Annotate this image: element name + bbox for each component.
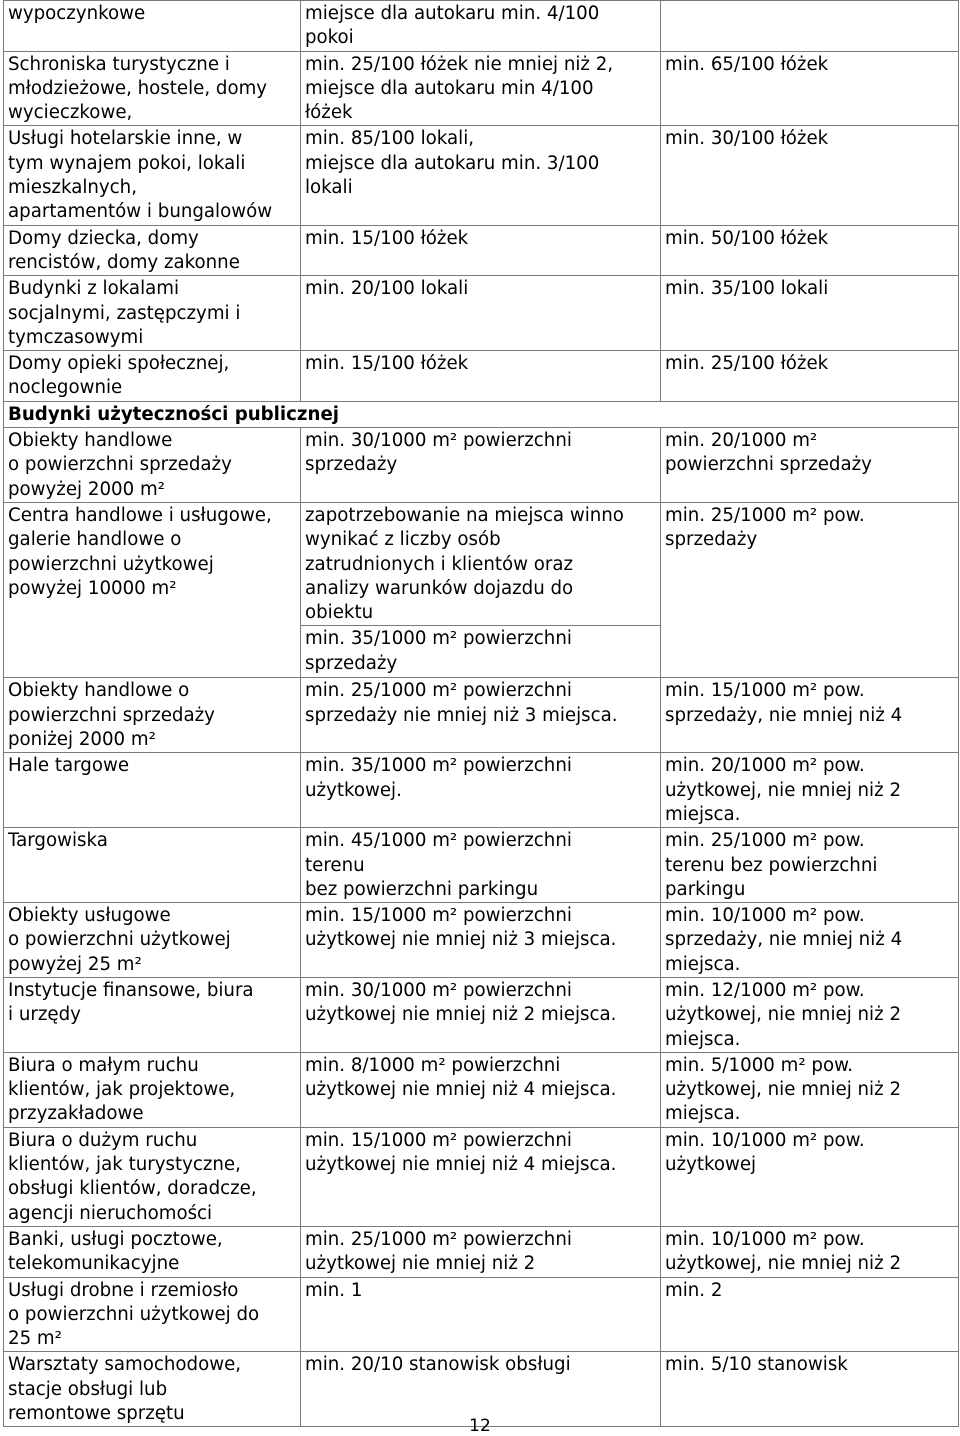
building-type-cell: Warsztaty samochodowe, stacje obsługi lub remontowe sprzętu <box>4 1352 301 1427</box>
building-type-cell: Schroniska turystyczne i młodzieżowe, hostele, domy wycieczkowe, <box>4 51 301 126</box>
min-parking-cell: min. 15/1000 m² powierzchni użytkowej nie mniej niż 4 miejsca. <box>301 1127 661 1226</box>
min-parking-cell: zapotrzebowanie na miejsca winno wynikać z liczby osób zatrudnionych i klientów oraz analizy warunków dojazdu do obiektu <box>301 502 661 625</box>
building-type-cell: Centra handlowe i usługowe, galerie handlowe o powierzchni użytkowej powyżej 10000 m² <box>4 502 301 677</box>
bike-parking-cell: min. 30/100 łóżek <box>661 126 959 225</box>
building-type-cell: Banki, usługi pocztowe, telekomunikacyjne <box>4 1226 301 1277</box>
min-parking-cell: min. 30/1000 m² powierzchni sprzedaży <box>301 428 661 503</box>
table-row <box>4 678 959 753</box>
table-row <box>4 126 959 225</box>
bike-parking-cell: min. 25/1000 m² pow. terenu bez powierzchni parkingu <box>661 828 959 903</box>
min-parking-cell: min. 1 <box>301 1277 661 1352</box>
bike-parking-cell: min. 12/1000 m² pow. użytkowej, nie mniej niż 2 miejsca. <box>661 977 959 1052</box>
section-header: Budynki użyteczności publicznej <box>4 401 959 427</box>
building-type-cell: Biura o dużym ruchu klientów, jak turystyczne, obsługi klientów, doradcze, agencji nieruchomości <box>4 1127 301 1226</box>
table-row <box>4 1127 959 1226</box>
bike-parking-cell: min. 25/100 łóżek <box>661 351 959 402</box>
min-parking-cell: min. 15/100 łóżek <box>301 225 661 276</box>
building-type-cell: Targowiska <box>4 828 301 903</box>
min-parking-cell: min. 20/10 stanowisk obsługi <box>301 1352 661 1427</box>
min-parking-cell: min. 8/1000 m² powierzchni użytkowej nie mniej niż 4 miejsca. <box>301 1052 661 1127</box>
min-parking-cell: min. 15/100 łóżek <box>301 351 661 402</box>
min-parking-cell: min. 85/100 lokali, miejsce dla autokaru min. 3/100 lokali <box>301 126 661 225</box>
table-row <box>4 1 959 52</box>
building-type-cell: Budynki z lokalami socjalnymi, zastępczymi i tymczasowymi <box>4 276 301 351</box>
min-parking-cell: miejsce dla autokaru min. 4/100 pokoi <box>301 1 661 52</box>
building-type-cell: Domy opieki społecznej, noclegownie <box>4 351 301 402</box>
bike-parking-cell: min. 10/1000 m² pow. użytkowej, nie mniej niż 2 <box>661 1226 959 1277</box>
bike-parking-cell: min. 20/1000 m² powierzchni sprzedaży <box>661 428 959 503</box>
page-number: 12 <box>469 1416 491 1436</box>
bike-parking-cell: min. 2 <box>661 1277 959 1352</box>
min-parking-cell: min. 15/1000 m² powierzchni użytkowej nie mniej niż 3 miejsca. <box>301 903 661 978</box>
bike-parking-cell: min. 5/10 stanowisk <box>661 1352 959 1427</box>
bike-parking-cell: min. 20/1000 m² pow. użytkowej, nie mniej niż 2 miejsca. <box>661 753 959 828</box>
bike-parking-cell: min. 50/100 łóżek <box>661 225 959 276</box>
building-type-cell: Obiekty handlowe o powierzchni sprzedaży powyżej 2000 m² <box>4 428 301 503</box>
table-row <box>4 502 959 625</box>
bike-parking-cell: min. 5/1000 m² pow. użytkowej, nie mniej niż 2 miejsca. <box>661 1052 959 1127</box>
building-type-cell: Instytucje finansowe, biura i urzędy <box>4 977 301 1052</box>
table-row <box>4 1277 959 1352</box>
table-row <box>4 351 959 402</box>
building-type-cell: Usługi drobne i rzemiosło o powierzchni użytkowej do 25 m² <box>4 1277 301 1352</box>
bike-parking-cell: min. 35/100 lokali <box>661 276 959 351</box>
building-type-cell: wypoczynkowe <box>4 1 301 52</box>
min-parking-cell: min. 30/1000 m² powierzchni użytkowej nie mniej niż 2 miejsca. <box>301 977 661 1052</box>
min-parking-cell: min. 35/1000 m² powierzchni użytkowej. <box>301 753 661 828</box>
table-row <box>4 225 959 276</box>
min-parking-cell: min. 45/1000 m² powierzchni terenu bez powierzchni parkingu <box>301 828 661 903</box>
table-row <box>4 903 959 978</box>
bike-parking-cell: min. 10/1000 m² pow. użytkowej <box>661 1127 959 1226</box>
building-type-cell: Obiekty handlowe o powierzchni sprzedaży poniżej 2000 m² <box>4 678 301 753</box>
bike-parking-cell <box>661 1 959 52</box>
table-row <box>4 276 959 351</box>
table-row <box>4 51 959 126</box>
building-type-cell: Hale targowe <box>4 753 301 828</box>
table-row <box>4 977 959 1052</box>
building-type-cell: Obiekty usługowe o powierzchni użytkowej powyżej 25 m² <box>4 903 301 978</box>
building-type-cell: Biura o małym ruchu klientów, jak projektowe, przyzakładowe <box>4 1052 301 1127</box>
min-parking-cell: min. 25/1000 m² powierzchni sprzedaży nie mniej niż 3 miejsca. <box>301 678 661 753</box>
section-header-row <box>4 401 959 427</box>
parking-requirements-table <box>3 0 959 1427</box>
bike-parking-cell: min. 10/1000 m² pow. sprzedaży, nie mniej niż 4 miejsca. <box>661 903 959 978</box>
table-body <box>4 1 959 1427</box>
table-row <box>4 828 959 903</box>
bike-parking-cell: min. 25/1000 m² pow. sprzedaży <box>661 502 959 677</box>
building-type-cell: Usługi hotelarskie inne, w tym wynajem pokoi, lokali mieszkalnych, apartamentów i bungalowów <box>4 126 301 225</box>
building-type-cell: Domy dziecka, domy rencistów, domy zakonne <box>4 225 301 276</box>
table-row <box>4 1226 959 1277</box>
bike-parking-cell: min. 15/1000 m² pow. sprzedaży, nie mniej niż 4 <box>661 678 959 753</box>
table-row <box>4 753 959 828</box>
min-parking-cell: min. 35/1000 m² powierzchni sprzedaży <box>301 626 661 678</box>
min-parking-cell: min. 25/1000 m² powierzchni użytkowej nie mniej niż 2 <box>301 1226 661 1277</box>
table-row <box>4 1052 959 1127</box>
bike-parking-cell: min. 65/100 łóżek <box>661 51 959 126</box>
table-row <box>4 428 959 503</box>
min-parking-cell: min. 20/100 lokali <box>301 276 661 351</box>
min-parking-cell: min. 25/100 łóżek nie mniej niż 2, miejsce dla autokaru min 4/100 łóżek <box>301 51 661 126</box>
